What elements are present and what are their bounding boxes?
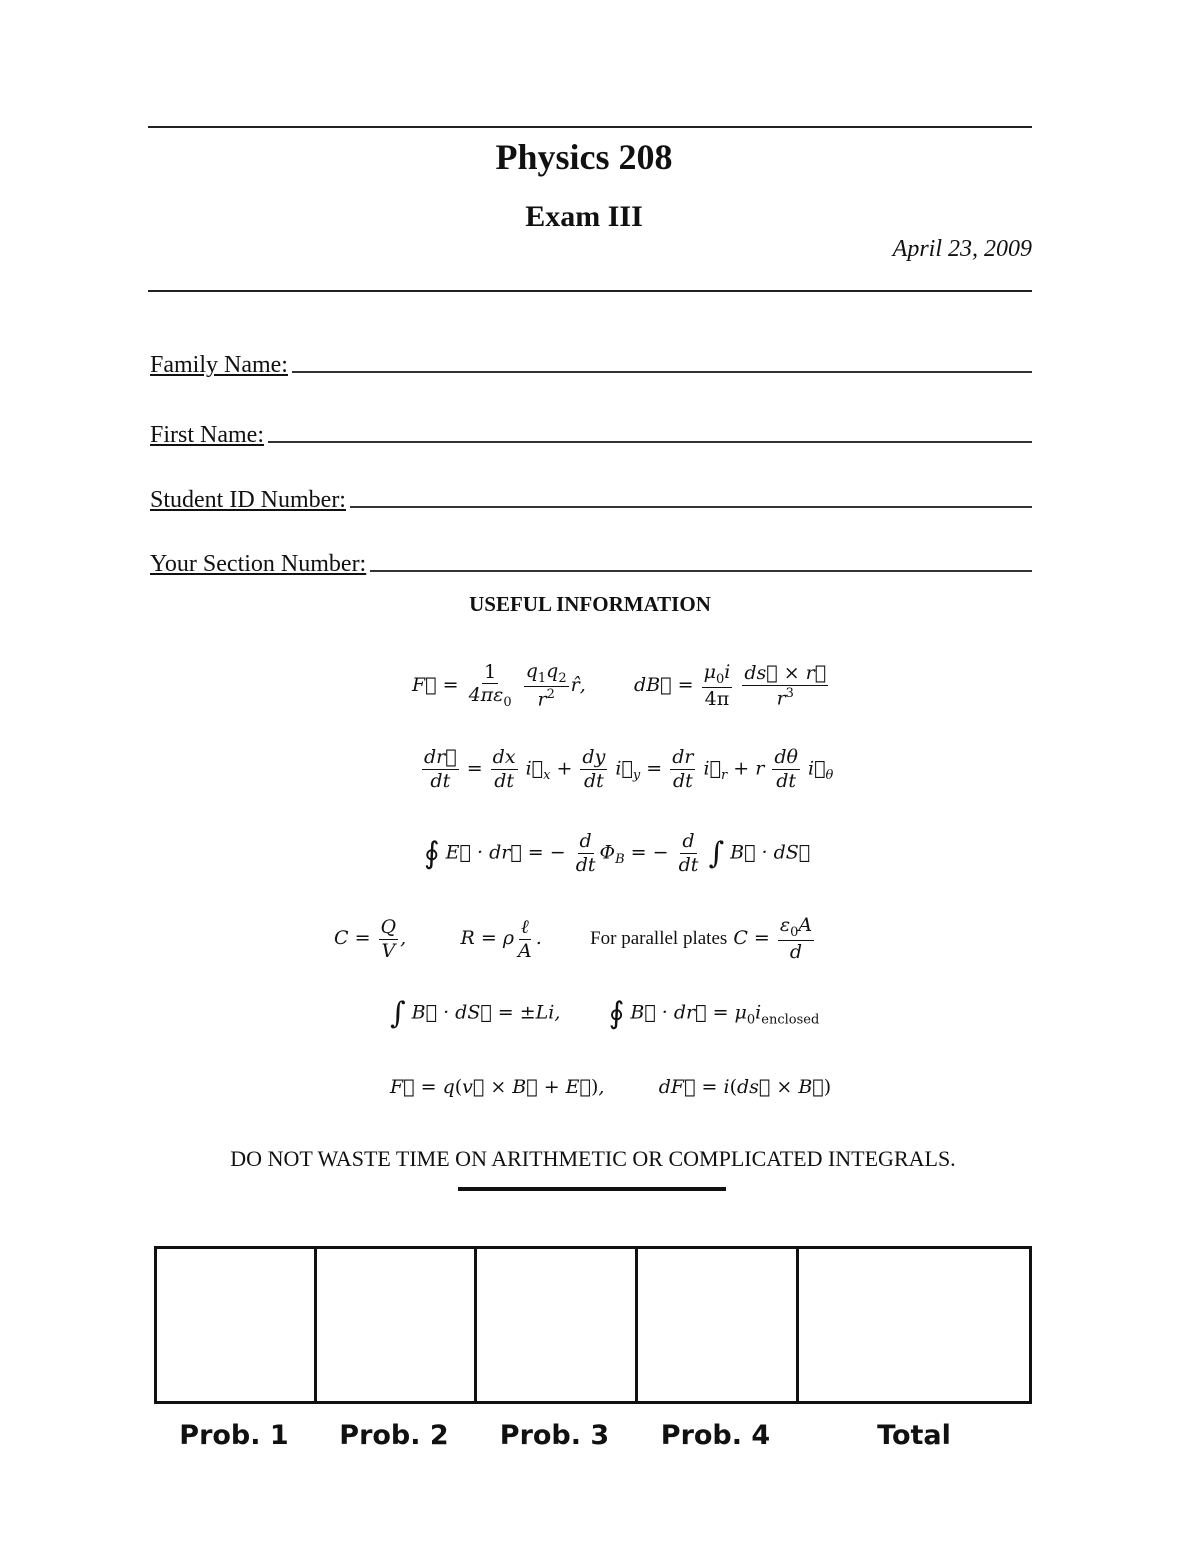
section-number-line[interactable] — [370, 570, 1032, 572]
course-title: Physics 208 — [495, 137, 673, 177]
score-box-prob-4[interactable] — [638, 1249, 799, 1401]
score-table — [154, 1246, 1032, 1404]
first-name-label: First Name: — [150, 422, 264, 448]
equation-coulomb-biot-savart: F⃗ = $\frac{1}{4\pi\varepsilon_0}$ $\frac{q_1q_2}{r^2}$ r̂, dB⃗ = $\frac{\mu_0i}{4\pi}$ $\frac{ds⃗ \times r⃗}{r^3}$ — [412, 660, 827, 711]
header-top-rule — [148, 126, 1032, 128]
score-label-prob-2: Prob. 2 — [339, 1420, 449, 1451]
student-id-field[interactable] — [150, 487, 1032, 514]
family-name-label: Family Name: — [150, 352, 288, 378]
warning-underline — [458, 1187, 726, 1191]
score-box-prob-1[interactable] — [157, 1249, 317, 1401]
family-name-field[interactable] — [150, 352, 1032, 379]
equation-inductance-ampere: ∫ B⃗ · dS⃗ = ±Li, ∮ B⃗ · dr⃗ = $\mu_0i_{enclosed}$ — [390, 996, 820, 1031]
exam-title: Exam III — [525, 200, 643, 233]
equation-velocity: $\frac{dr⃗}{dt}$ = $\frac{dx}{dt}$ $i⃗_x$ + $\frac{dy}{dt}$ $i⃗_y$ = $\frac{dr}{dt}$ $i⃗_r + r$ $\frac{d\theta}{dt}$ $i⃗_\theta$ — [424, 746, 834, 792]
warning-text: DO NOT WASTE TIME ON ARITHMETIC OR COMPLICATED INTEGRALS. — [230, 1146, 956, 1171]
student-id-label: Student ID Number: — [150, 487, 346, 513]
score-box-prob-3[interactable] — [477, 1249, 638, 1401]
score-labels — [154, 1420, 1032, 1451]
equation-faraday: ∮ E⃗ · dr⃗ = − $\frac{d}{dt}$ $\Phi_B$ = − $\frac{d}{dt}$ ∫ B⃗ · dS⃗ — [424, 830, 811, 876]
first-name-line[interactable] — [268, 441, 1032, 443]
enclosed-subscript: enclosed — [761, 1012, 820, 1028]
score-label-total: Total — [877, 1420, 951, 1451]
score-label-prob-4: Prob. 4 — [660, 1420, 771, 1451]
score-label-prob-1: Prob. 1 — [179, 1420, 289, 1451]
student-id-line[interactable] — [350, 506, 1032, 508]
equation-capacitance-resistance: C = $\frac{Q}{V}$ , R = ρ $\frac{\text{ℓ}}{A}$ . For parallel plates C = $\frac{\varepsilon_0A}{d}$ — [334, 914, 813, 964]
equation-lorentz-force: F⃗ = q(v⃗ × B⃗ + E⃗), dF⃗ = i(ds⃗ × B⃗) — [390, 1076, 832, 1098]
score-label-prob-3: Prob. 3 — [499, 1420, 610, 1451]
family-name-line[interactable] — [292, 371, 1032, 373]
header-bottom-rule — [148, 290, 1032, 292]
parallel-plates-text: For parallel plates — [590, 928, 728, 950]
score-box-total[interactable] — [799, 1249, 1029, 1401]
section-number-field[interactable] — [150, 551, 1032, 578]
section-number-label: Your Section Number: — [150, 551, 367, 577]
useful-information-heading: USEFUL INFORMATION — [469, 592, 711, 616]
first-name-field[interactable] — [150, 422, 1032, 449]
score-box-prob-2[interactable] — [317, 1249, 477, 1401]
exam-date: April 23, 2009 — [892, 236, 1032, 262]
